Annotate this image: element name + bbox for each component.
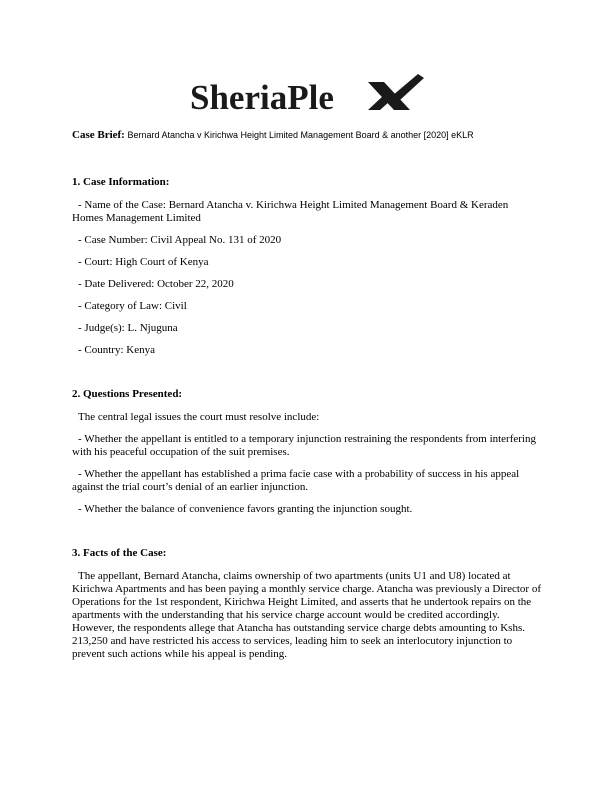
section-heading: 3. Facts of the Case: [72,547,167,559]
logo-x-mark [368,74,424,110]
logo-wordmark: SheriaPle [190,78,334,117]
category-of-law-item: - Category of Law: Civil [78,300,187,312]
section-questions-presented [72,388,542,516]
questions-intro: The central legal issues the court must resolve include: [78,411,320,423]
section-facts-of-the-case [72,547,542,661]
case-brief-title: Bernard Atancha v Kirichwa Height Limited Management Board & another [2020] eKLR [127,130,474,140]
sheriaplex-logo [0,72,612,120]
logo-graphic [186,72,426,120]
question-item: - Whether the appellant has established a prima facie case with a probability of success in his appeal against the trial court’s denial of an earlier injunction. [72,468,520,493]
section-heading: 1. Case Information: [72,176,170,188]
judges-item: - Judge(s): L. Njuguna [78,322,178,334]
section-heading: 2. Questions Presented: [72,388,183,400]
question-item: - Whether the appellant is entitled to a temporary injunction restraining the respondents from interfering with his peaceful occupation of the suit premises. [72,433,536,458]
case-brief-header [72,129,552,142]
court-item: - Court: High Court of Kenya [78,256,209,268]
facts-paragraph: The appellant, Bernard Atancha, claims ownership of two apartments (units U1 and U8) located at Kirichwa Apartments and has been paying a monthly service charge. Atancha was previously a Director of Operations for the 1st respondent, Kirichwa Height Limited, and asserts that he undertook repairs on the apartments with the understanding that his service charge account would be credited accordingly. However, the respondents allege that Atancha has outstanding service charge debts amounting to Kshs. 213,250 and have restricted his access to services, leading him to seek an interlocutory injunction to prevent such actions while his appeal is pending. [72,570,541,660]
date-delivered-item: - Date Delivered: October 22, 2020 [78,278,234,290]
country-item: - Country: Kenya [78,344,155,356]
question-item: - Whether the balance of convenience favors granting the injunction sought. [78,503,413,515]
case-brief-label: Case Brief: [72,129,125,141]
brief-body [72,176,542,661]
case-name-item: - Name of the Case: Bernard Atancha v. Kirichwa Height Limited Management Board & Keraden Homes Management Limited [72,199,509,224]
case-number-item: - Case Number: Civil Appeal No. 131 of 2020 [78,234,282,246]
section-case-information [72,176,542,357]
